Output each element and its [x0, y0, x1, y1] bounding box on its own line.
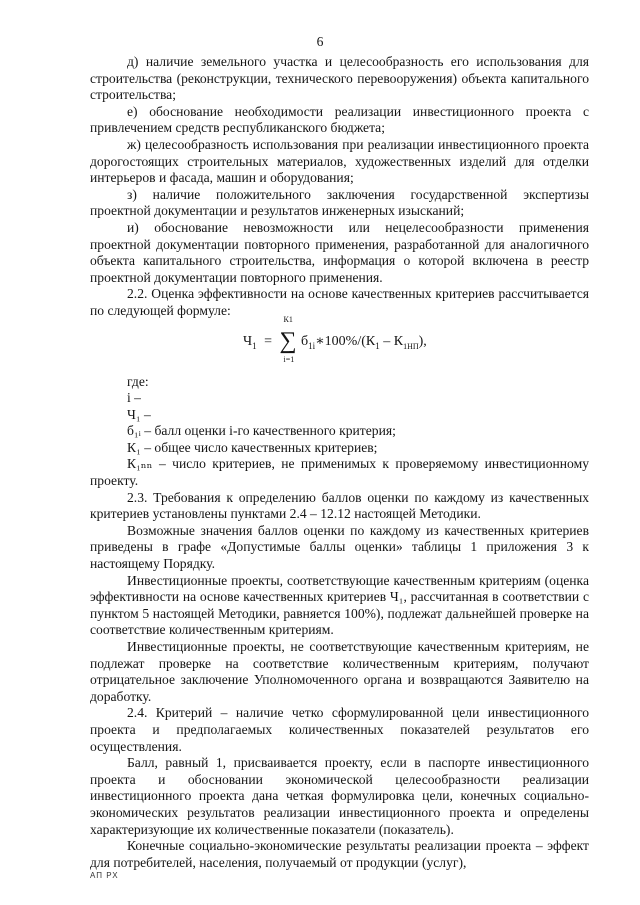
sigma-icon: ∑ [279, 327, 297, 354]
formula-kinp-sub: 1НП [403, 341, 419, 351]
paragraph-score-one: Балл, равный 1, присваивается проекту, если в паспорте инвестиционного проекта и обосновании экономической целесообразности реализации инвестиционного проекта дана четкая формулировка цели, конечных социально-экономических результатов реализации инвестиционного проекта и определены характеризующие их количественные показатели (показатель). [90, 755, 589, 837]
formula-lhs-sub: 1 [252, 340, 257, 351]
page-number: 6 [316, 34, 324, 49]
paragraph-possible-scores: Возможные значения баллов оценки по каждому из качественных критериев приведены в графе «Допустимые баллы оценки» таблицы 1 приложения 3 к настоящему Порядку. [90, 522, 589, 572]
paragraph-zh: ж) целесообразность использования при реализации инвестиционного проекта дорогостоящих строительных материалов, художественных изделий для отделки интерьеров и фасада, машин и оборудования; [90, 136, 589, 186]
formula-block [90, 314, 589, 370]
definition-b1i: б₁ᵢ – балл оценки i-го качественного критерия; [127, 423, 396, 439]
paragraph-matching-projects: Инвестиционные проекты, соответствующие качественным критериям (оценка эффективности на основе качественных критериев Ч₁, рассчитанная в соответствии с пунктом 5 настоящей Методики, равняется 100%), подлежат дальнейшей проверке на соответствие количественным критериям. [90, 572, 589, 638]
formula-minus: – К [379, 333, 404, 349]
formula-eq: = [264, 333, 273, 349]
sum-upper-limit: К1 [283, 314, 293, 324]
definition-ch1: Ч₁ – [127, 406, 151, 422]
efficiency-formula [243, 314, 427, 364]
formula-k1-sub: 1 [375, 340, 380, 351]
formula-rest: ∗100%/(К [315, 333, 376, 349]
paragraph-final-results: Конечные социально-экономические результаты реализации проекта – эффект для потребителей, населения, получаемый от продукции (услуг), [90, 838, 589, 870]
footer-mark: АП РХ [90, 871, 119, 880]
definition-where: где: [127, 373, 149, 389]
definition-k1: К₁ – общее число качественных критериев; [127, 439, 378, 455]
formula-close: ), [418, 333, 427, 349]
paragraph-2-3: 2.3. Требования к определению баллов оценки по каждому из качественных критериев установлены пунктами 2.4 – 12.12 настоящей Методики. [90, 489, 589, 522]
paragraph-2-2: 2.2. Оценка эффективности на основе качественных критериев рассчитывается по следующей формуле: [90, 286, 589, 318]
paragraph-2-4: 2.4. Критерий – наличие четко сформулированной цели инвестиционного проекта и предполагаемых количественных показателей результатов его осуществления. [90, 705, 589, 754]
definition-k1np: К₁ₙₙ – число критериев, не применимых к проверяемому инвестиционному проекту. [90, 456, 589, 489]
paragraph-z: з) наличие положительного заключения государственной экспертизы проектной документации и результатов инженерных изысканий; [90, 186, 589, 219]
paragraph-d: д) наличие земельного участка и целесообразность его использования для строительства (реконструкции, технического перевооружения) объекта капитального строительства; [90, 54, 589, 103]
definition-i: i – [127, 390, 141, 406]
document-body [90, 54, 589, 871]
sum-symbol [279, 314, 298, 364]
formula-term-sub: 1i [308, 340, 316, 351]
paragraph-not-matching-projects: Инвестиционные проекты, не соответствующие качественным критериям, не подлежат проверке на соответствие количественным критериям, получают отрицательное заключение Уполномоченного органа и возвращаются Заявителю на доработку. [90, 639, 589, 704]
formula-lhs: Ч [243, 333, 253, 349]
paragraph-e: е) обоснование необходимости реализации инвестиционного проекта с привлечением средств республиканского бюджета; [90, 103, 589, 136]
sum-lower-limit: i=1 [283, 354, 295, 364]
formula-term: б [301, 333, 309, 349]
paragraph-i: и) обоснование невозможности или нецелесообразности применения проектной документации повторного применения, разработанной для аналогичного объекта капитального строительства, информация о которой включена в реестр проектной документации повторного применения. [90, 219, 589, 285]
